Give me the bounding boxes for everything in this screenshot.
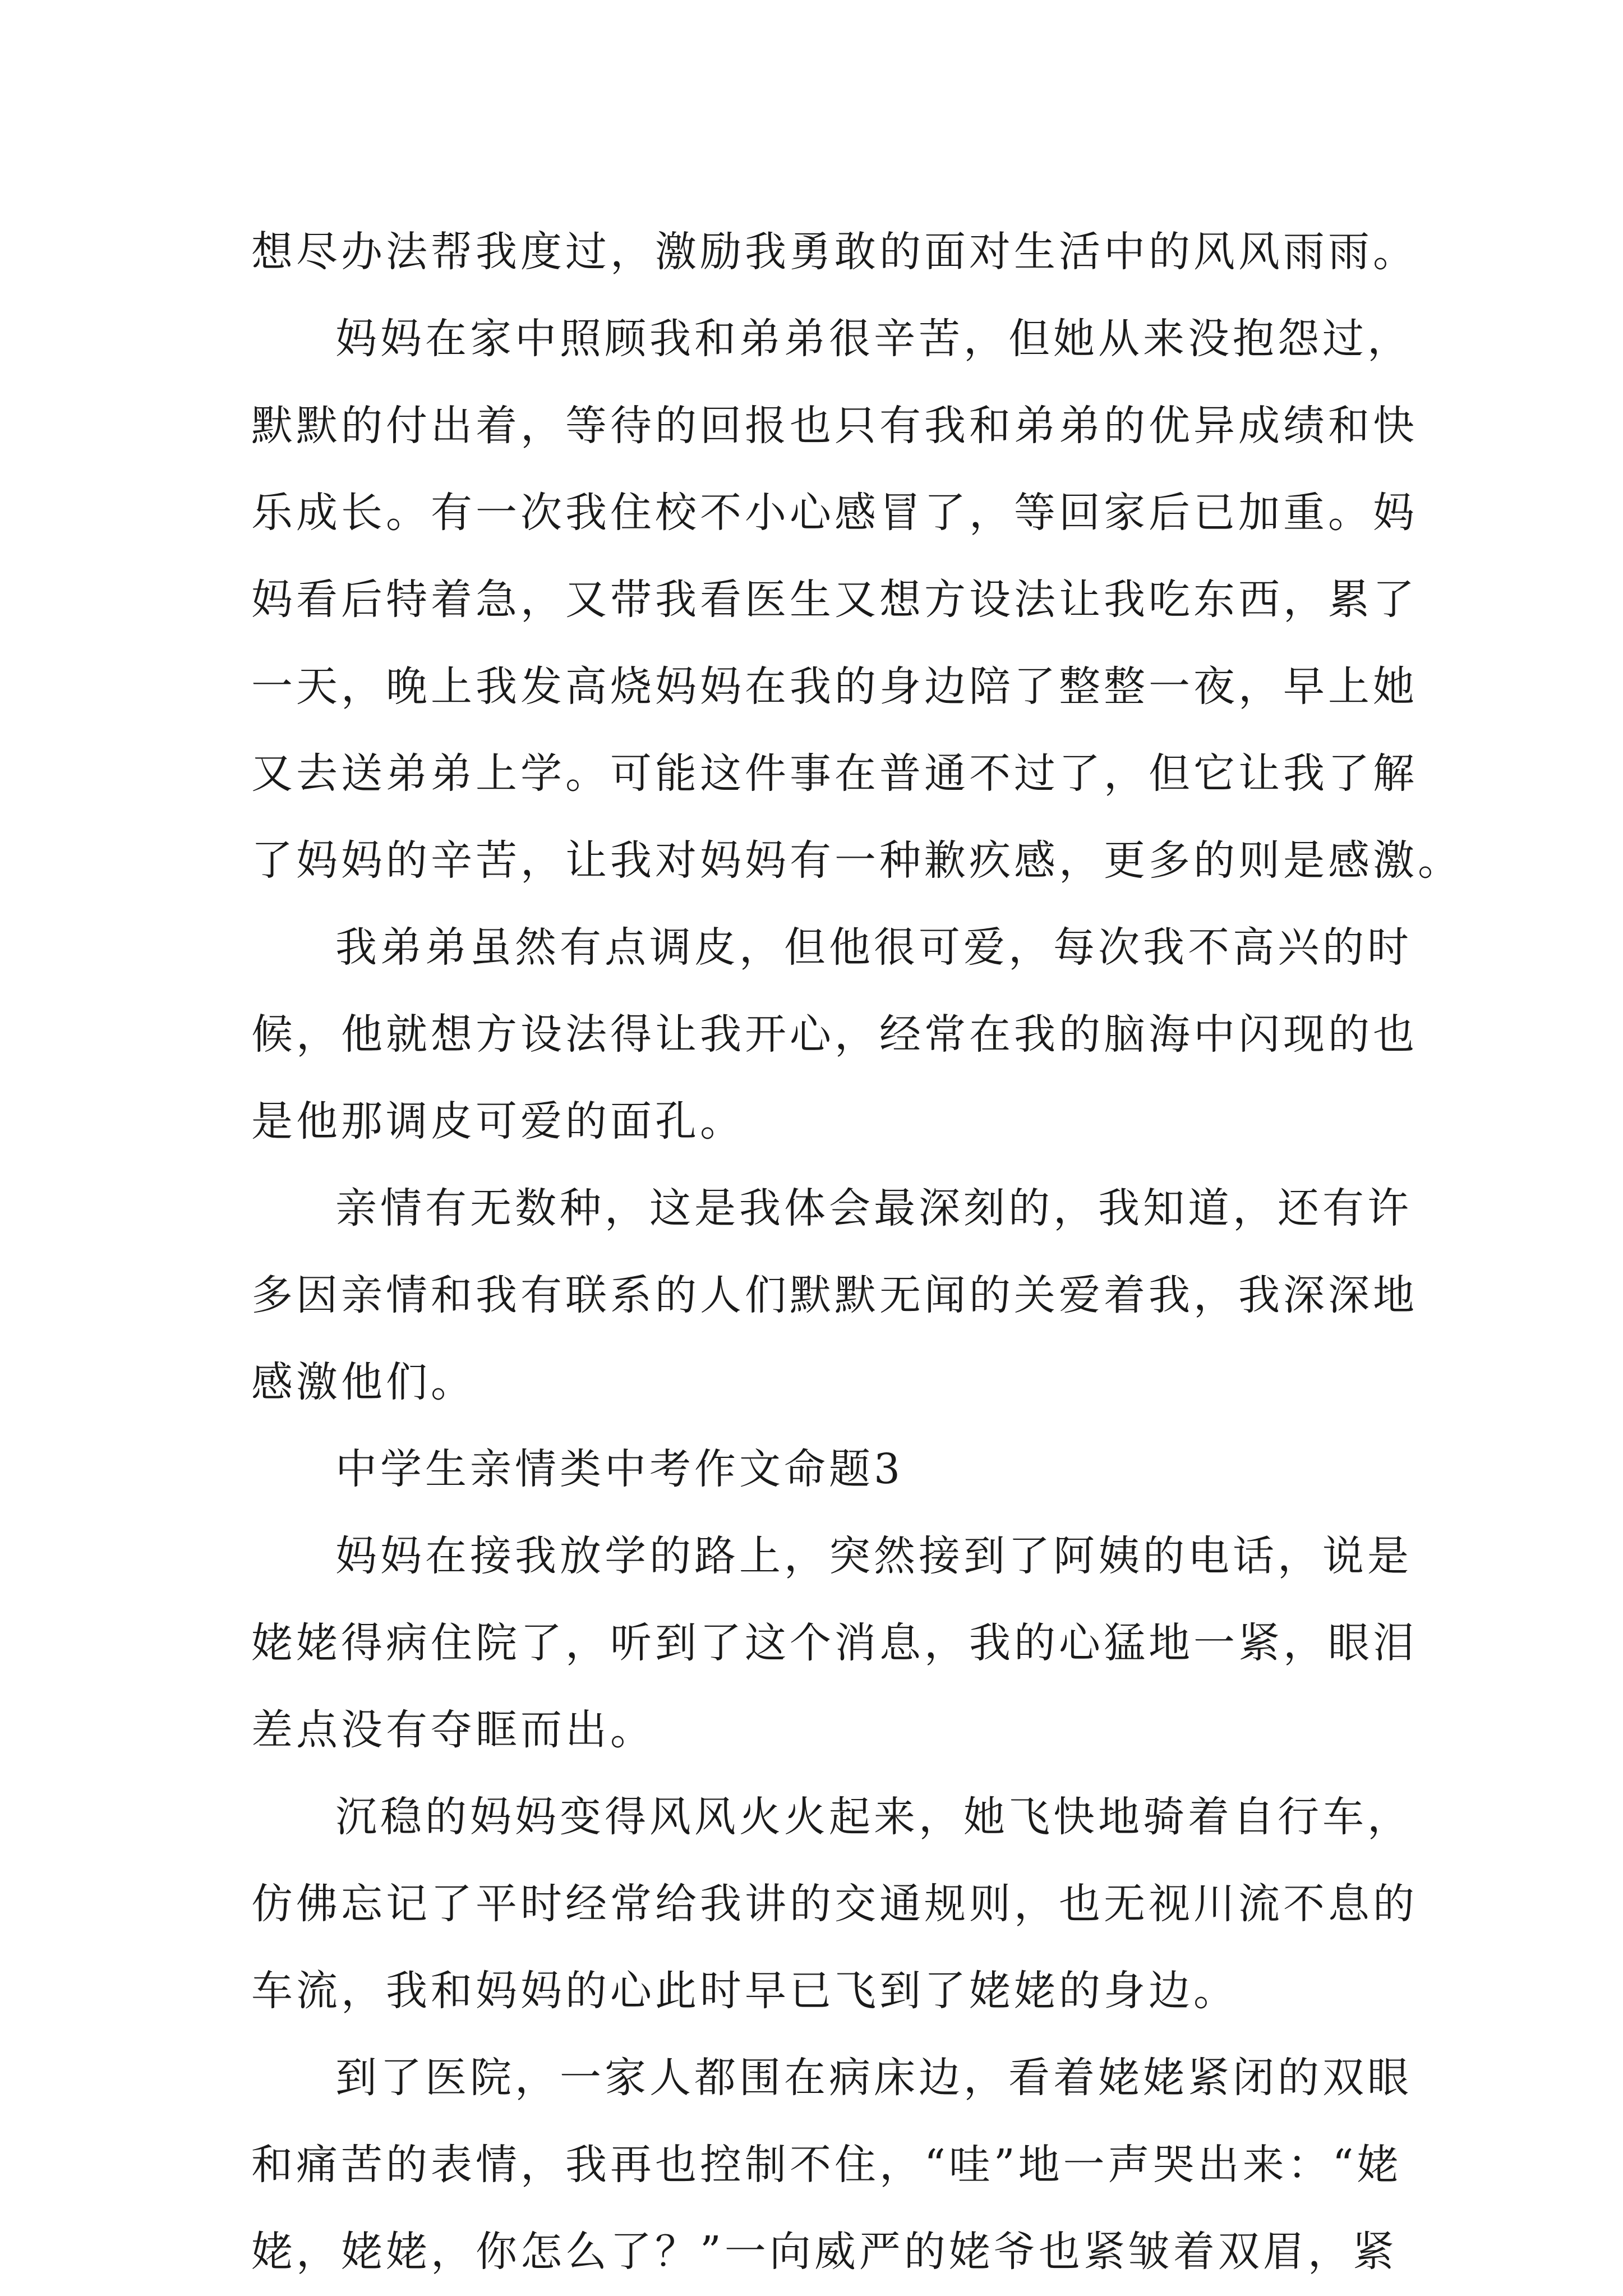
text-line: 到了医院，一家人都围在病床边，看着姥姥紧闭的双眼 [335, 2054, 1412, 2102]
text-line: 和痛苦的表情，我再也控制不住，“哇”地一声哭出来：“姥 [251, 2141, 1402, 2189]
text-line: 沉稳的妈妈变得风风火火起来，她飞快地骑着自行车， [335, 1793, 1412, 1841]
text-line: 了妈妈的辛苦，让我对妈妈有一种歉疚感，更多的则是感激。 [251, 836, 1463, 885]
text-line: 姥，姥姥，你怎么了？”一向威严的姥爷也紧皱着双眉，紧 [251, 2228, 1398, 2276]
text-line: 我弟弟虽然有点调皮，但他很可爱，每次我不高兴的时 [335, 923, 1412, 972]
text-line: 候，他就想方设法得让我开心，经常在我的脑海中闪现的也 [251, 1010, 1418, 1059]
document-body [251, 209, 1463, 2295]
text-line: 亲情有无数种，这是我体会最深刻的，我知道，还有许 [335, 1184, 1412, 1232]
text-line: 乐成长。有一次我住校不小心感冒了，等回家后已加重。妈 [251, 489, 1418, 537]
text-line: 妈看后特着急，又带我看医生又想方设法让我吃东西，累了 [251, 576, 1418, 624]
text-line: 多因亲情和我有联系的人们默默无闻的关爱着我，我深深地 [251, 1271, 1418, 1319]
text-line: 感激他们。 [251, 1358, 476, 1406]
text-line: 姥姥得病住院了，听到了这个消息，我的心猛地一紧，眼泪 [251, 1619, 1418, 1667]
text-line: 仿佛忘记了平时经常给我讲的交通规则，也无视川流不息的 [251, 1880, 1418, 1928]
text-line: 妈妈在接我放学的路上，突然接到了阿姨的电话，说是 [335, 1532, 1412, 1580]
section-heading: 中学生亲情类中考作文命题3 [335, 1445, 904, 1493]
text-line: 默默的付出着，等待的回报也只有我和弟弟的优异成绩和快 [251, 402, 1418, 450]
text-line: 车流，我和妈妈的心此时早已飞到了姥姥的身边。 [251, 1967, 1238, 2015]
text-line: 妈妈在家中照顾我和弟弟很辛苦，但她从来没抱怨过， [335, 315, 1412, 363]
text-line: 差点没有夺眶而出。 [251, 1706, 655, 1754]
text-line: 想尽办法帮我度过，激励我勇敢的面对生活中的风风雨雨。 [251, 228, 1418, 276]
text-line: 一天，晚上我发高烧妈妈在我的身边陪了整整一夜，早上她 [251, 662, 1418, 711]
text-line: 是他那调皮可爱的面孔。 [251, 1097, 745, 1145]
text-line: 又去送弟弟上学。可能这件事在普通不过了，但它让我了解 [251, 749, 1418, 798]
